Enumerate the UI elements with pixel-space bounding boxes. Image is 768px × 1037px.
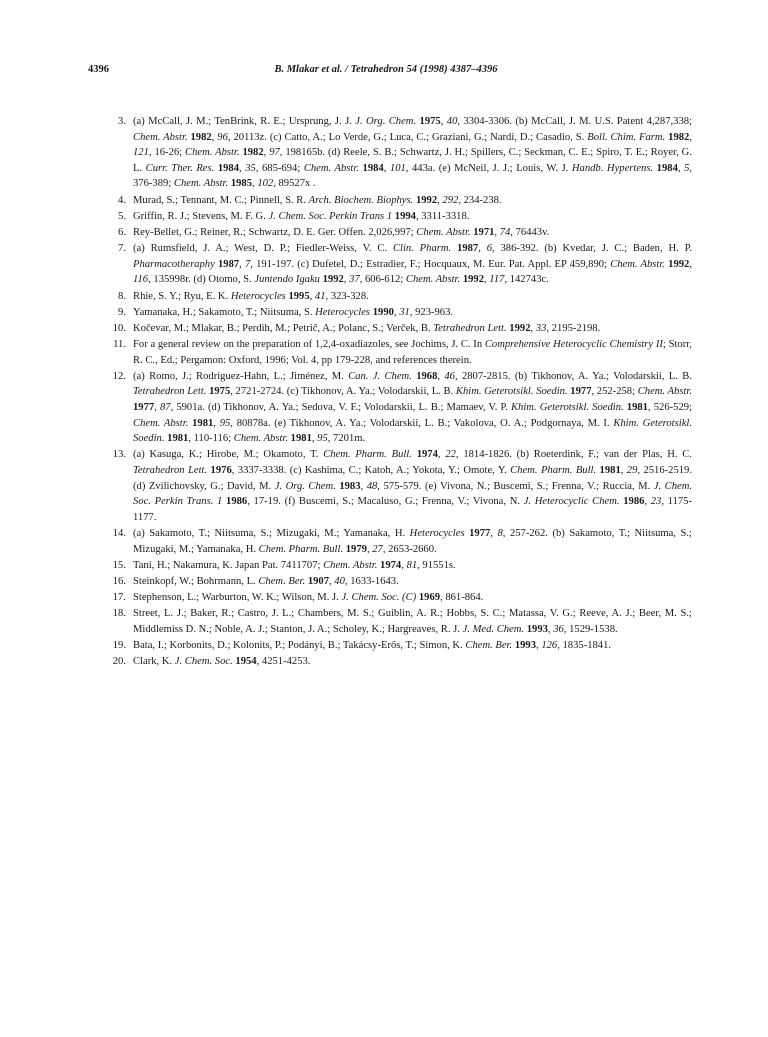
publication-year: 1954 [235, 656, 257, 668]
reference-segment: , 91551s. [417, 559, 456, 571]
reference-segment: , [252, 178, 258, 190]
journal-title: 74 [499, 226, 511, 238]
publication-year: 1995 [288, 290, 310, 302]
publication-year: 1987 [217, 258, 240, 270]
journal-title: J. Org. Chem. [355, 116, 417, 127]
reference-text [133, 321, 692, 337]
publication-year: 1968 [416, 370, 438, 382]
journal-title: Chem. Abstr. [303, 162, 359, 174]
journal-title: 292 [442, 194, 459, 206]
reference-item [112, 225, 692, 241]
reference-text [133, 606, 692, 637]
journal-title: 126 [541, 640, 558, 652]
publication-year: 1981 [192, 417, 214, 429]
journal-title: 36 [553, 623, 564, 635]
reference-number: 14. [112, 527, 126, 539]
journal-title: 8 [497, 527, 503, 539]
reference-item [112, 321, 692, 337]
reference-segment: , [360, 480, 367, 492]
journal-title: 102 [257, 178, 274, 190]
journal-title: Tetrahedron Lett. [133, 465, 208, 476]
reference-number: 12. [112, 370, 126, 382]
journal-title: Handb. Hypertens. [571, 162, 654, 174]
reference-segment: , 191-197. (c) Dufetel, D.; Estradier, F.; Hocquaux, M. Eur. Pat. Appl. EP 459,890; [250, 258, 611, 270]
reference-segment: , 142743c. [504, 274, 549, 286]
reference-segment: , [263, 147, 270, 159]
reference-item [112, 337, 692, 368]
reference-text [133, 225, 692, 241]
publication-year: 1994 [394, 210, 416, 222]
journal-title: 29 [626, 465, 638, 476]
reference-segment: Street, L. J.; Baker, R.; Castro, J. L.; Chambers, M. S.; Guiblin, A. R.; Hobbs, S. C.; Matassa, V. G.; Reeve, A. J.; Beer, M. S.; Middlemiss D. N.; Noble, A. J.; Stanton, J. A.; Scholey, K.; Hargreaves, R. J. [133, 608, 692, 635]
publication-year: 1992 [322, 274, 344, 286]
reference-item [112, 241, 692, 288]
journal-title: Chem. Abstr. [405, 274, 461, 286]
reference-segment: , [677, 162, 685, 174]
reference-segment: , [437, 194, 443, 206]
publication-year: 1984 [656, 162, 678, 174]
publication-year: 1983 [339, 480, 361, 492]
reference-segment: , [154, 402, 160, 414]
reference-segment: , [490, 527, 498, 539]
journal-title: J. Chem. Soc. [174, 656, 233, 668]
reference-segment: (a) Kasuga, K.; Hirobe, M.; Okamoto, T. [133, 449, 324, 461]
running-title: B. Mlakar et al. / Tetrahedron 54 (1998) 4387–4396 [274, 64, 498, 75]
reference-segment: , [437, 449, 446, 461]
reference-segment: (a) Sakamoto, T.; Niitsuma, S.; Mizugaki, M.; Yamanaka, H. [133, 527, 410, 539]
reference-segment: , [401, 559, 407, 571]
reference-number: 8. [118, 290, 126, 302]
publication-year: 1993 [526, 623, 548, 635]
journal-title: Chem. Pharm. Bull. [323, 449, 412, 461]
reference-segment: (a) Romo, J.; Rodriguez-Hahn, L.; Jiménez, M. [133, 370, 349, 382]
reference-segment: Yamanaka, H.; Sakamoto, T.; Niitsuma, S. [133, 306, 316, 318]
reference-segment: , [440, 116, 447, 127]
journal-title: Juntendo Igaku [254, 274, 320, 286]
reference-segment: , [211, 131, 218, 143]
journal-title: 81 [406, 559, 418, 571]
journal-title: Khim. Geterotsikl. Soedin. [510, 402, 624, 414]
publication-year: 1974 [380, 559, 402, 571]
reference-text [133, 305, 692, 321]
reference-segment: Tani, H.; Nakamura, K. Japan Pat. 7411707; [133, 559, 324, 571]
reference-segment: , 7201m. [327, 433, 366, 445]
reference-item [112, 209, 692, 225]
publication-year: 1992 [668, 258, 690, 270]
reference-segment: , 2195-2198. [546, 322, 601, 334]
reference-segment: , [437, 370, 445, 382]
reference-segment: Bata, I.; Korbonits, D.; Kolonits, P.; Podányi, B.; Takácsy-Erős, T.; Simon, K. [133, 640, 466, 652]
reference-segment: , 3311-3318. [415, 210, 470, 222]
journal-title: J. Chem. Soc. (C) [341, 592, 417, 604]
journal-title: Can. J. Chem. [348, 370, 412, 382]
reference-number: 20. [112, 656, 126, 668]
reference-segment: , [309, 290, 315, 302]
journal-title: Chem. Abstr. [416, 226, 471, 238]
journal-title: Arch. Biochem. Biophys. [308, 194, 414, 206]
reference-segment: , [547, 623, 554, 635]
reference-segment: Murad, S.; Tennant, M. C.; Pinnell, S. R. [133, 194, 309, 206]
reference-segment: Kočevar, M.; Mlakar, B.; Perdih, M.; Petrič, A.; Polanc, S.; Verček, B. [133, 322, 434, 334]
publication-year: 1979 [345, 543, 367, 555]
publication-year: 1993 [514, 640, 537, 652]
reference-number: 15. [112, 559, 126, 571]
publication-year: 1975 [209, 386, 231, 398]
reference-segment: , 2516-2519. (d) Zvilichovsky, G.; David, M. [133, 465, 692, 492]
journal-title: Khim. Geterotsikl. Soedin. [455, 386, 568, 398]
page-header [88, 64, 684, 80]
reference-segment: , 89527x . [273, 178, 316, 190]
publication-year: 1969 [418, 592, 441, 604]
reference-text [133, 447, 692, 525]
reference-segment: , 252-258; [591, 386, 638, 398]
reference-segment: , 110-116; [188, 433, 234, 445]
journal-title: Chem. Abstr. [637, 386, 692, 398]
publication-year: 1982 [668, 131, 690, 143]
reference-segment: , 3304-3306. (b) McCall, J. M. U.S. Patent 4,287,338; [457, 116, 693, 127]
reference-segment: , [689, 131, 692, 143]
reference-text [133, 209, 692, 225]
reference-number: 13. [112, 449, 126, 461]
reference-number: 9. [118, 306, 126, 318]
journal-title: 87 [159, 402, 171, 414]
reference-item [112, 193, 692, 209]
reference-segment: , [383, 162, 390, 174]
journal-title: J. Heterocyclic Chem. [523, 496, 620, 508]
journal-title: 23 [650, 496, 662, 508]
reference-number: 7. [118, 243, 126, 255]
reference-item [112, 526, 692, 557]
page-number: 4396 [88, 64, 109, 75]
journal-title: Comprehensive Heterocyclic Chemistry II [484, 339, 663, 351]
reference-number: 19. [112, 640, 126, 652]
journal-title: 117 [489, 274, 505, 286]
reference-segment: , [366, 543, 373, 555]
reference-segment: , 1814-1826. (b) Roeterdink, F.; van der Plas, H. C. [455, 449, 692, 461]
reference-text [133, 337, 692, 368]
reference-text [133, 526, 692, 557]
publication-year: 1975 [419, 116, 441, 127]
reference-segment: , [484, 274, 490, 286]
journal-title: 101 [389, 162, 406, 174]
reference-number: 17. [112, 592, 126, 604]
reference-item [112, 114, 692, 192]
journal-title: Chem. Ber. [465, 640, 513, 652]
reference-text [133, 241, 692, 288]
reference-item [112, 369, 692, 447]
reference-segment: , 1529-1538. [563, 623, 618, 635]
journal-title: J. Med. Chem. [462, 623, 525, 635]
reference-item [112, 654, 692, 670]
reference-segment: Rhie, S. Y.; Ryu, E. K. [133, 290, 231, 302]
journal-title: 46 [444, 370, 455, 382]
journal-title: 31 [399, 306, 410, 318]
journal-title: 96 [217, 131, 228, 143]
publication-year: 1984 [217, 162, 240, 174]
reference-text [133, 654, 692, 670]
publication-year: 1986 [226, 496, 248, 508]
reference-segment: , 17-19. (f) Buscemi, S.; Macaluso, G.; Frenna, V.; Vivona, N. [247, 496, 524, 508]
publication-year: 1907 [307, 575, 329, 587]
reference-segment: , [393, 306, 400, 318]
journal-title: Chem. Abstr. [323, 559, 378, 571]
reference-text [133, 193, 692, 209]
publication-year: 1981 [290, 433, 312, 445]
journal-title: J. Chem. Soc. Perkin Trans. 1 [133, 480, 693, 508]
reference-segment: , 526-529; [647, 402, 692, 414]
journal-title: Heterocycles [230, 290, 286, 302]
journal-title: 33 [535, 322, 547, 334]
journal-title: Heterocycles [409, 527, 465, 539]
reference-item [112, 447, 692, 525]
reference-segment: , 2653-2660. [382, 543, 437, 555]
reference-segment: , 861-864. [440, 592, 484, 604]
reference-segment: , 376-389; [133, 162, 693, 190]
reference-text [133, 114, 692, 192]
reference-item [112, 590, 692, 606]
reference-segment: , 685-694; [255, 162, 304, 174]
journal-title: 95 [317, 433, 328, 445]
reference-segment: , 5901a. (d) Tikhonov, A. Ya.; Sedova, V. F.; Volodarskii, L. B.; Mamaev, V. P. [170, 402, 511, 414]
reference-segment: , 20113z. (c) Catto, A.; Lo Verde, G.; Luca, C.; Graziani, G.; Nardi, D.; Casadio, S. [227, 131, 588, 143]
reference-item [112, 558, 692, 574]
reference-segment: , 575-579. (e) Vivona, N.; Buscemi, S.; Frenna, V.; Ruccia, M. [377, 480, 654, 492]
publication-year: 1987 [457, 243, 479, 255]
reference-segment: Rey-Bellet, G.; Reiner, R.; Schwartz, D. E. Ger. Offen. 2,026,997; [133, 226, 417, 238]
reference-segment: , 2721-2724. (c) Tikhonov, A. Ya.; Volodarskii, L. B. [230, 386, 456, 398]
reference-segment: , [213, 417, 220, 429]
journal-title: Tetrahedron Lett. [133, 386, 207, 398]
journal-title: Chem. Abstr. [610, 258, 665, 270]
reference-segment: , [239, 258, 245, 270]
reference-segment: Stephenson, L.; Warburton, W. K.; Wilson, M. J. [133, 592, 342, 604]
journal-title: Tetrahedron Lett. [433, 322, 507, 334]
reference-segment: , 198165b. (d) Reele, S. B.; Schwartz, J. H.; Spillers, C.; Seckman, C. E.; Spiro, T. E.; Royer, G. L. [133, 147, 692, 174]
reference-number: 5. [118, 210, 126, 222]
reference-segment: (a) McCall, J. M.; TenBrink, R. E.; Ursprung, J. J. [133, 116, 356, 127]
reference-segment: , [239, 162, 246, 174]
reference-segment: , 606-612; [359, 274, 406, 286]
reference-segment: , 923-963. [409, 306, 454, 318]
reference-segment: , 386-392. (b) Kvedar, J. C.; Baden, H. P. [492, 243, 692, 255]
journal-title: J. Chem. Soc. Perkin Trans 1 [268, 210, 393, 222]
journal-title: 22 [445, 449, 456, 461]
reference-segment: , 1835-1841. [557, 640, 612, 652]
reference-segment: , [311, 433, 318, 445]
journal-title: Chem. Abstr. [133, 131, 188, 143]
reference-segment: Clark, K. [133, 656, 175, 668]
journal-title: 40 [334, 575, 345, 587]
journal-title: 116 [133, 274, 149, 286]
reference-number: 4. [118, 194, 126, 206]
journal-title: Curr. Ther. Res. [145, 162, 215, 174]
publication-year: 1990 [372, 306, 394, 318]
publication-year: 1981 [626, 402, 648, 414]
publication-year: 1992 [462, 274, 484, 286]
journal-title: 5 [684, 162, 690, 174]
reference-item [112, 289, 692, 305]
reference-segment: For a general review on the preparation of 1,2,4-oxadiazoles, see Jochims, J. C. In [133, 339, 485, 351]
reference-segment: , [530, 322, 536, 334]
reference-segment: , 323-328. [325, 290, 369, 302]
reference-segment: , [620, 465, 627, 476]
publication-year: 1977 [469, 527, 491, 539]
reference-segment: , 1175-1177. [133, 496, 693, 523]
reference-number: 10. [112, 322, 126, 334]
journal-title: 7 [244, 258, 251, 270]
reference-segment: , [494, 226, 500, 238]
reference-segment: Steinkopf, W.; Bohrmann, L. [133, 575, 259, 587]
reference-segment: , 80878a. (e) Tikhonov, A. Ya.; Volodarskii, L. B.; Vakolova, O. A.; Podgornaya, M. I. [230, 417, 614, 429]
journal-title: 35 [245, 162, 256, 174]
reference-segment: ; Storr, R. C., Ed.; Pergamon: Oxford, 1996; Vol. 4, pp 179-228, and references therein. [133, 339, 692, 366]
journal-title: Khim. Geterotsikl. Soedin. [133, 417, 692, 445]
journal-title: 48 [366, 480, 378, 492]
publication-year: 1977 [133, 402, 155, 414]
publication-year: 1977 [570, 386, 592, 398]
reference-segment: , [689, 258, 692, 270]
reference-number: 3. [118, 116, 126, 127]
journal-title: 40 [446, 116, 458, 127]
reference-text [133, 558, 692, 574]
reference-text [133, 574, 692, 590]
reference-item [112, 638, 692, 654]
reference-number: 6. [118, 226, 126, 238]
reference-segment: , 2807-2815. (b) Tikhonov, A. Ya.; Volodarskii, L. B. [454, 370, 692, 382]
reference-segment: , 234-238. [458, 194, 502, 206]
reference-number: 18. [112, 608, 126, 620]
reference-text [133, 638, 692, 654]
journal-title: Chem. Pharm. Bull. [258, 543, 344, 555]
reference-text [133, 289, 692, 305]
journal-title: Clin. Pharm. [392, 243, 452, 255]
journal-title: 97 [269, 147, 280, 159]
reference-segment: , [644, 496, 651, 508]
publication-year: 1986 [623, 496, 645, 508]
publication-year: 1971 [473, 226, 495, 238]
publication-year: 1992 [509, 322, 531, 334]
journal-title: 41 [314, 290, 326, 302]
reference-segment: , [343, 274, 350, 286]
reference-text [133, 369, 692, 447]
journal-title: Heterocycles [315, 306, 371, 318]
journal-title: 95 [219, 417, 231, 429]
reference-text [133, 590, 692, 606]
reference-list [112, 114, 692, 670]
publication-year: 1982 [190, 131, 212, 143]
publication-year: 1985 [230, 178, 253, 190]
publication-year: 1992 [415, 194, 438, 206]
reference-segment: , 443a. (e) McNeil, J. J.; Louis, W. J. [405, 162, 572, 174]
publication-year: 1981 [167, 433, 189, 445]
reference-segment: , 76443v. [510, 226, 550, 238]
journal-title: 121 [133, 147, 149, 159]
journal-title: 6 [486, 243, 493, 255]
journal-title: J. Org. Chem. [274, 480, 336, 492]
journal-title: Chem. Pharm. Bull. [510, 465, 597, 476]
reference-segment: , 1633-1643. [344, 575, 399, 587]
reference-segment: , 3337-3338. (c) Kashima, C.; Katoh, A.; Yokota, Y.; Omote, Y. [231, 465, 511, 476]
reference-segment: Griffin, R. J.; Stevens, M. F. G. [133, 210, 269, 222]
reference-item [112, 574, 692, 590]
journal-title: Boll. Chim. Farm. [587, 131, 666, 143]
journal-title: 27 [372, 543, 383, 555]
journal-title: Chem. Abstr. [185, 147, 240, 159]
journal-title: Chem. Abstr. [173, 178, 229, 190]
publication-year: 1974 [416, 449, 438, 461]
publication-year: 1984 [362, 162, 384, 174]
reference-segment: , [536, 640, 542, 652]
reference-segment: , [478, 243, 487, 255]
reference-segment: , 16-26; [148, 147, 186, 159]
publication-year: 1981 [599, 465, 621, 476]
journal-title: Pharmacotheraphy [133, 258, 215, 270]
publication-year: 1982 [242, 147, 264, 159]
reference-number: 16. [112, 575, 126, 587]
reference-item [112, 606, 692, 637]
publication-year: 1976 [210, 465, 232, 476]
reference-segment: , 257-262. (b) Sakamoto, T.; Niitsuma, S.; Mizugaki, M.; Yamanaka, H. [133, 527, 693, 555]
reference-number: 11. [113, 339, 126, 351]
journal-title: Chem. Abstr. [133, 417, 189, 429]
journal-title: Chem. Ber. [258, 575, 306, 587]
journal-title: 37 [349, 274, 360, 286]
reference-segment: (a) Rumsfield, J. A.; West, D. P.; Fiedler-Weiss, V. C. [133, 243, 393, 255]
journal-title: Chem. Abstr. [233, 433, 289, 445]
reference-segment: , 4251-4253. [256, 656, 311, 668]
reference-item [112, 305, 692, 321]
reference-segment: , [329, 575, 335, 587]
reference-segment: , 135998r. (d) Otomo, S. [148, 274, 255, 286]
